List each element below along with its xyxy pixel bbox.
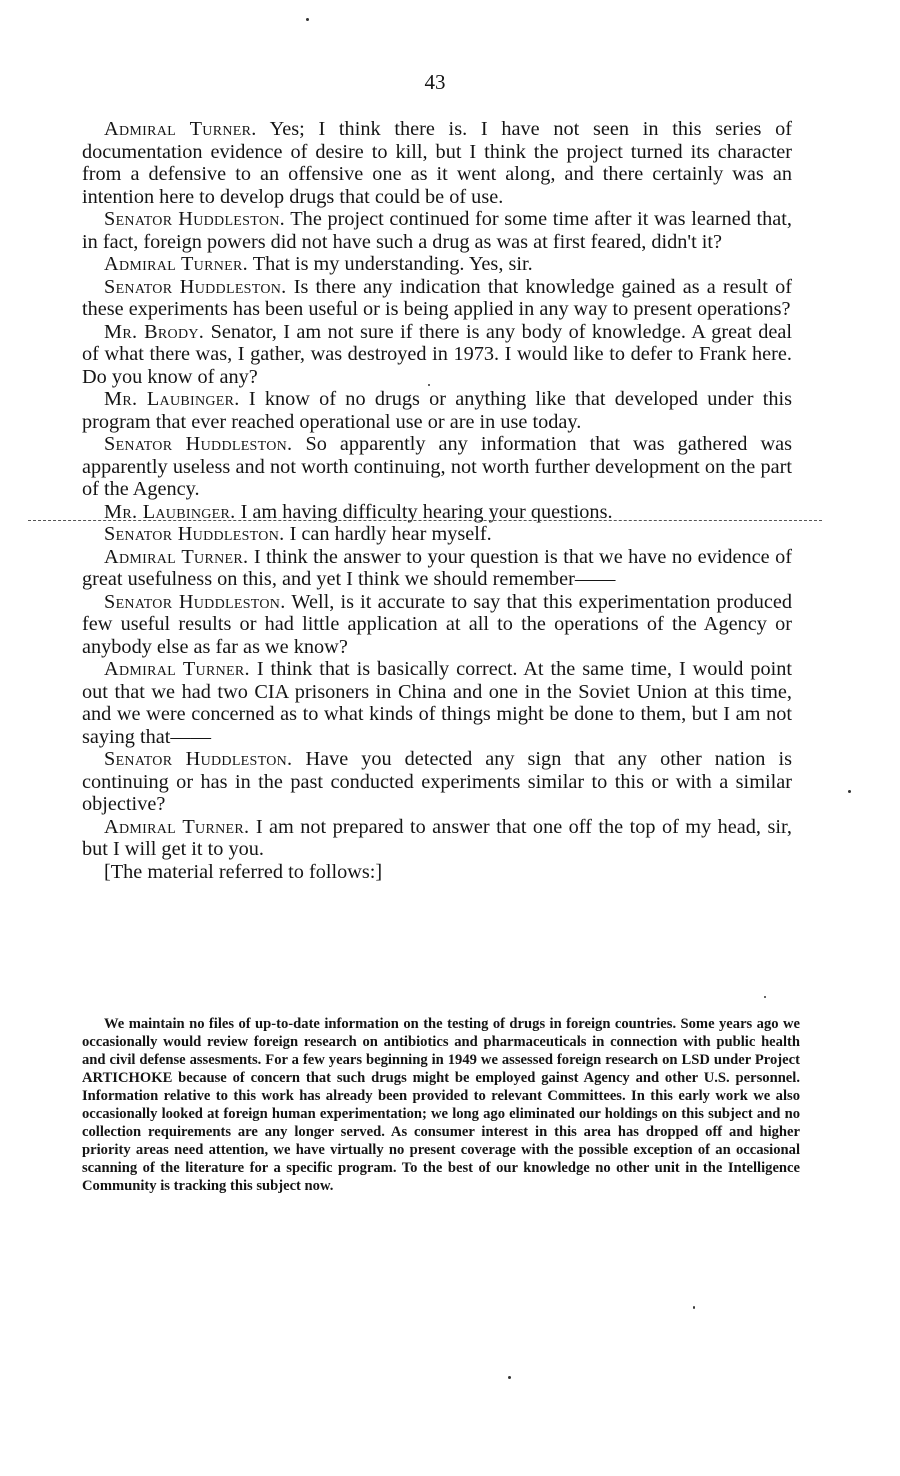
- paragraph: [82, 321, 792, 389]
- speaker: Senator Huddleston.: [104, 523, 285, 545]
- speaker: Mr. Brody.: [104, 320, 205, 343]
- speaker: Senator Huddleston.: [104, 275, 287, 298]
- statement: I am not prepared to answer that one off the top of my head, sir, but I will get it to you.: [82, 815, 792, 860]
- speck: [693, 1306, 695, 1309]
- speaker: Admiral Turner.: [104, 545, 249, 568]
- paragraph: [82, 276, 792, 321]
- paragraph: [82, 388, 792, 433]
- speaker: Admiral Turner.: [104, 658, 250, 680]
- speaker: Mr. Laubinger.: [104, 388, 240, 410]
- paragraph: [82, 523, 792, 546]
- speaker: Senator Huddleston.: [104, 433, 293, 455]
- speck: [848, 790, 851, 793]
- paragraph: [82, 118, 792, 208]
- statement: The project continued for some time after it was learned that, in fact, foreign powers did not have such a drug as was at first feared, didn't it?: [82, 208, 792, 253]
- statement: That is my understanding. Yes, sir.: [252, 253, 533, 275]
- statement: I know of no drugs or anything like that developed under this program that ever reached operational use or are in use today.: [82, 388, 792, 433]
- speaker: Senator Huddleston.: [104, 208, 286, 230]
- page-number: 43: [424, 70, 446, 94]
- inserted-material: We maintain no files of up-to-date information on the testing of drugs in foreign countries. Some years ago we occasionally would review foreign research on antibiotics and pharmaceuticals in connection with public health and civil defense assesments. For a few years beginning in 1949 we assessed foreign research on LSD under Project ARTICHOKE because of concern that such drugs might be employed gainst Agency and other U.S. personnel. Information relative to this work has already been provided to relevant Committees. In this early work we also occasionally looked at foreign human experimentation; we long ago eliminated our holdings on this subject and no collection requirements are any longer served. As consumer interest in this area has dropped off and higher priority areas need attention, we have virtually no present coverage with the possible exception of an occasional scanning of the literature for a specific program. To the best of our knowledge no other unit in the Intelligence Community is tracking this subject now.: [82, 1016, 800, 1194]
- statement: Is there any indication that knowledge gained as a result of these experiments has been useful or is being applied in any way to present operations?: [82, 275, 792, 320]
- speck: [428, 384, 430, 386]
- speaker: Admiral Turner.: [104, 815, 250, 838]
- paragraph: [82, 253, 792, 276]
- statement: [The material referred to follows:]: [104, 860, 383, 883]
- paragraph: [82, 546, 792, 591]
- strike-line: [28, 520, 822, 521]
- statement: Have you detected any sign that any other nation is continuing or has in the past conducted experiments similar to this or with a similar objective?: [82, 748, 792, 815]
- paragraph: [82, 748, 792, 816]
- statement: I can hardly hear myself.: [289, 523, 492, 545]
- speaker: Admiral Turner.: [104, 118, 257, 140]
- speck: [306, 18, 309, 21]
- speck: [764, 996, 766, 998]
- paragraph: [82, 433, 792, 501]
- paragraph: [82, 591, 792, 659]
- statement: I am having difficulty hearing your questions.: [240, 500, 613, 523]
- paragraph: [82, 658, 792, 748]
- testimony: [82, 118, 792, 883]
- statement: I think the answer to your question is that we have no evidence of great usefulness on this, and yet I think we should remember——: [82, 545, 792, 590]
- paragraph: [82, 208, 792, 253]
- speaker: Senator Huddleston.: [104, 748, 293, 770]
- paragraph: [82, 816, 792, 861]
- statement: So apparently any information that was gathered was apparently useless and not worth continuing, not worth further development on the part of the Agency.: [82, 433, 792, 500]
- speaker: Mr. Laubinger.: [104, 500, 236, 523]
- editorial-note: [82, 861, 792, 884]
- speck: [508, 1376, 511, 1379]
- speaker: Admiral Turner.: [104, 253, 248, 275]
- speaker: Senator Huddleston.: [104, 590, 286, 613]
- statement: I think that is basically correct. At the same time, I would point out that we had two CIA prisoners in China and one in the Soviet Union at this time, and we were concerned as to what kinds of things might be done to them, but I am not saying that——: [82, 658, 793, 748]
- statement: Well, is it accurate to say that this experimentation produced few useful results or had little application at all to the operations of the Agency or anybody else as far as we know?: [82, 590, 792, 658]
- statement: Senator, I am not sure if there is any body of knowledge. A great deal of what there was, I gather, was destroyed in 1973. I would like to defer to Frank here. Do you know of any?: [82, 320, 792, 388]
- statement: Yes; I think there is. I have not seen in this series of documentation evidence of desire to kill, but I think the project turned its character from a defensive to an offensive one as it went along, and there certainly was an intention here to develop drugs that could be of use.: [82, 118, 792, 208]
